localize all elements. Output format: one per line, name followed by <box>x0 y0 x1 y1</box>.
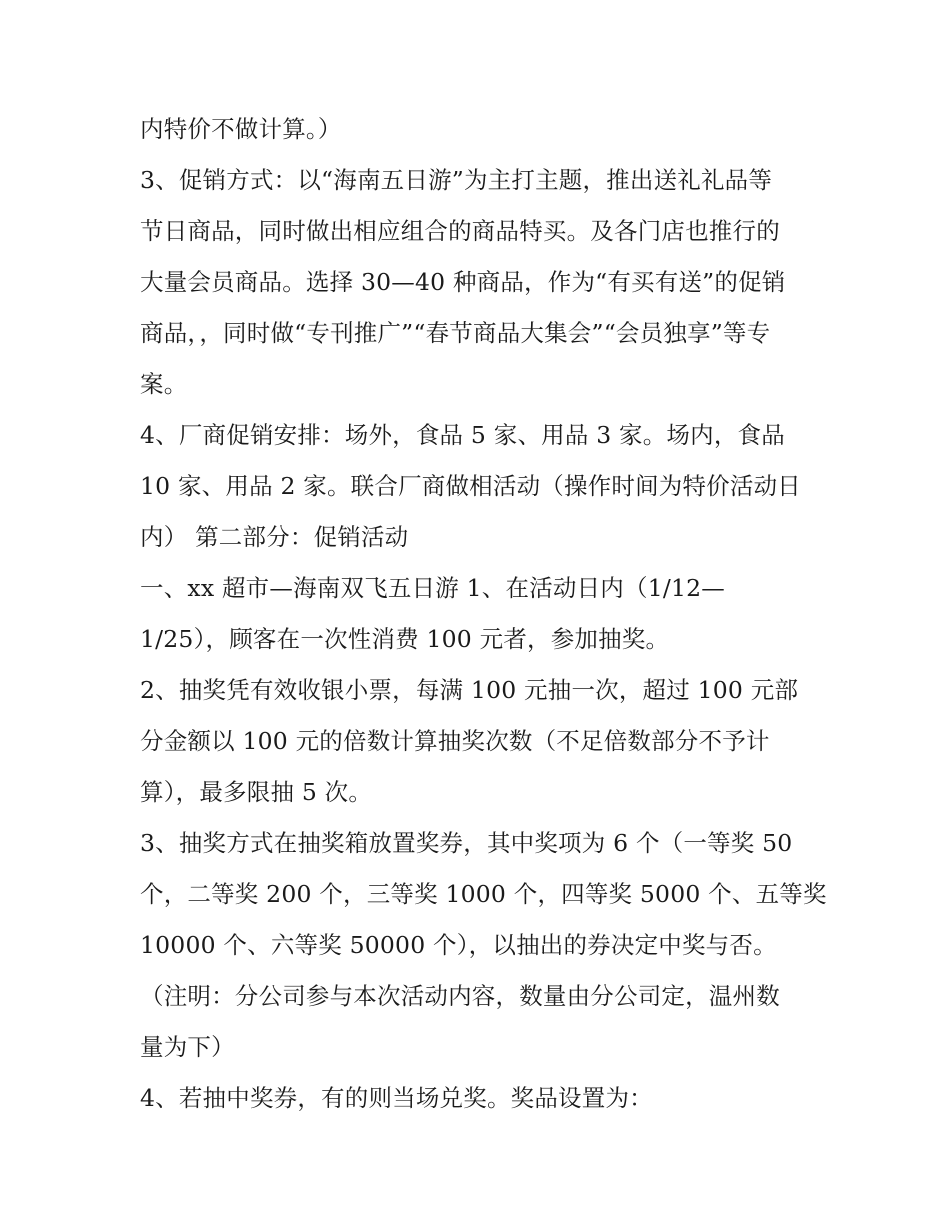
text-line: 分金额以 100 元的倍数计算抽奖次数（不足倍数部分不予计 <box>140 727 770 755</box>
text-line: 3、促销方式：以“海南五日游”为主打主题，推出送礼礼品等 <box>140 166 773 194</box>
text-line: 内） 第二部分：促销活动 <box>140 523 409 551</box>
text-line: 4、若抽中奖券，有的则当场兑奖。奖品设置为： <box>140 1084 653 1112</box>
text-line: 算），最多限抽 5 次。 <box>140 778 373 806</box>
text-line: 3、抽奖方式在抽奖箱放置奖券，其中奖项为 6 个（一等奖 50 <box>140 829 793 857</box>
text-line: 个，二等奖 200 个，三等奖 1000 个，四等奖 5000 个、五等奖 <box>140 880 827 908</box>
text-line: 2、抽奖凭有效收银小票，每满 100 元抽一次，超过 100 元部 <box>140 676 799 704</box>
text-line: 案。 <box>140 370 188 398</box>
text-line: 大量会员商品。选择 30—40 种商品，作为“有买有送”的促销 <box>140 268 786 296</box>
text-line: 10000 个、六等奖 50000 个），以抽出的券决定中奖与否。 <box>140 931 777 959</box>
text-line: 10 家、用品 2 家。联合厂商做相活动（操作时间为特价活动日 <box>140 472 801 500</box>
document-body <box>140 104 827 1124</box>
text-line: 量为下） <box>140 1033 235 1061</box>
text-line: 商品，，同时做“专刊推广”“春节商品大集会”“会员独享”等专 <box>140 319 771 347</box>
text-line: 1/25），顾客在一次性消费 100 元者，参加抽奖。 <box>140 625 670 653</box>
text-line: （注明：分公司参与本次活动内容，数量由分公司定，温州数 <box>140 982 780 1010</box>
text-line: 内特价不做计算。） <box>140 115 342 143</box>
text-line: 4、厂商促销安排：场外，食品 5 家、用品 3 家。场内，食品 <box>140 421 785 449</box>
text-line: 节日商品，同时做出相应组合的商品特买。及各门店也推行的 <box>140 217 780 245</box>
text-line: 一、xx 超市—海南双飞五日游 1、在活动日内（1/12— <box>140 574 725 602</box>
